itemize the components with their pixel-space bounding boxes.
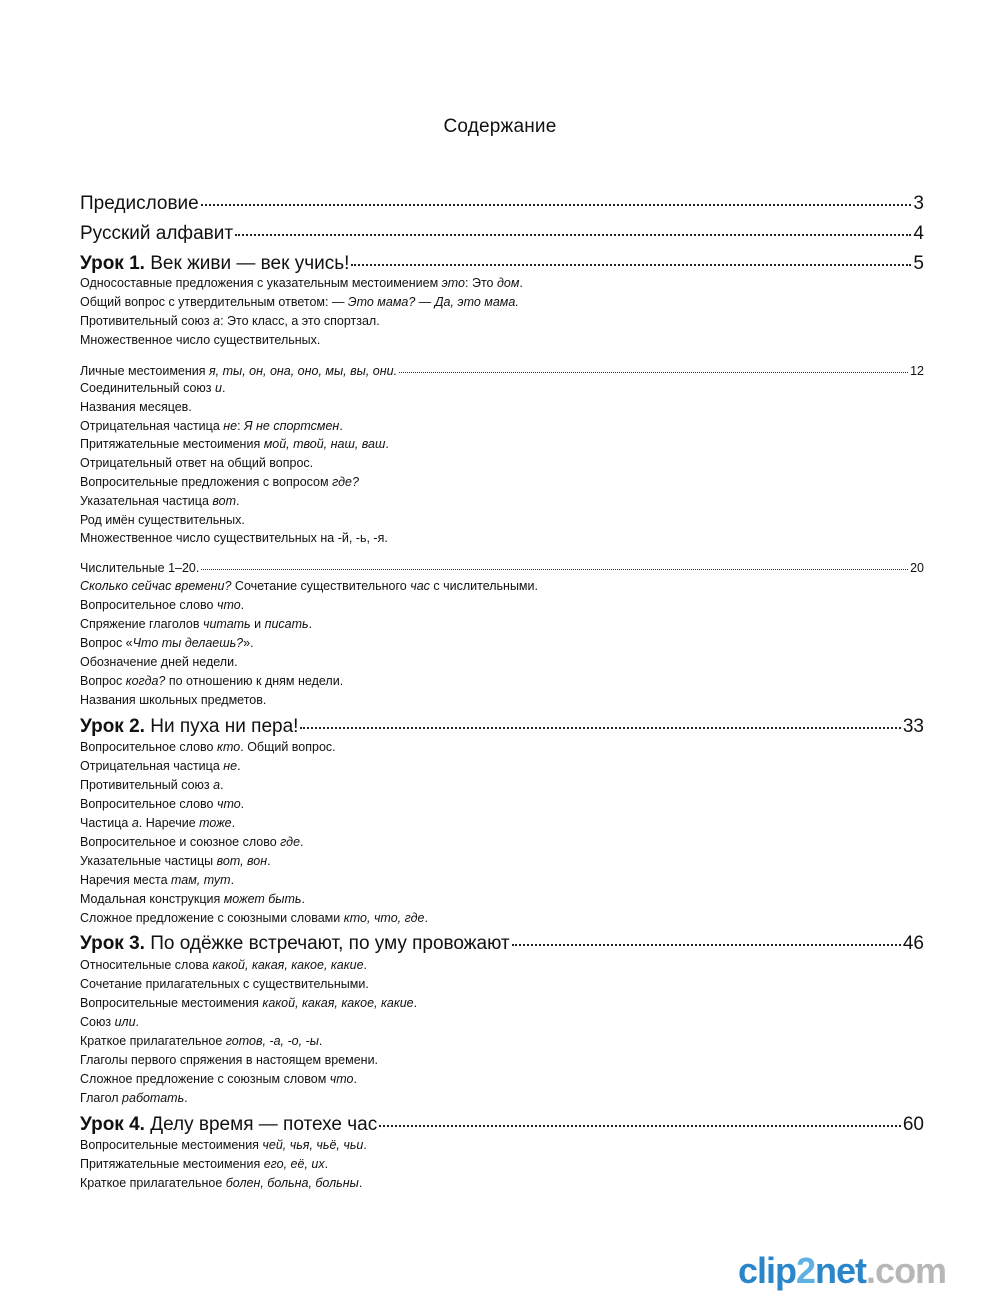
topic-text: . [236,493,240,508]
lesson-title: По одёжке встречают, по уму провожают [144,933,510,954]
lesson-number: Урок 3. [80,933,145,954]
topic-text: . [318,1034,323,1048]
page-title: Содержание [443,116,557,137]
topic-text: Множественное число существительных на -й, -ь, -я. [80,531,388,546]
dot-leader [235,234,911,236]
topic-italic: что [216,797,241,811]
topic-italic: кто, что, где [343,911,425,925]
topic-text: Отрицательная частица [80,759,224,773]
topic-text: Противительный союз [80,314,214,328]
dot-leader [201,569,908,570]
topic-italic: это [441,276,466,290]
topic-text: . [519,276,523,290]
topic-line [80,854,271,868]
topic-text: Указательная частица [80,493,213,508]
topic-text: . [221,381,226,395]
topic-italic: не [223,418,238,433]
toc-page-number: 3 [913,193,924,214]
topic-italic: вот, вон [216,854,268,868]
toc-entry-label-italic: я, ты, он, она, оно, мы, вы, они. [209,364,398,378]
toc-entry-label: Русский алфавит [80,223,234,244]
topic-italic: писать [264,617,309,631]
toc-entry-lesson-1-part-3 [80,561,924,575]
topic-text: . [300,835,304,849]
topic-line [80,1176,362,1190]
topic-line [80,835,304,849]
topic-line [80,598,244,612]
topic-text: Наречия места [80,873,172,887]
topic-text: Вопросительное слово [80,740,217,754]
topic-line [80,314,380,328]
topic-line [80,674,343,688]
topic-line [80,456,313,470]
topic-italic: а [131,816,139,830]
toc-entry-lesson-1-part-2 [80,364,924,378]
toc-entry-lesson-1 [80,253,924,275]
topic-text: ». [243,636,254,650]
lesson-title: Ни пуха ни пера! [144,716,299,737]
topic-text: Род имён существительных. [80,512,245,527]
topic-line [80,759,241,773]
topic-text: Односоставные предложения с указательным местоимением [80,276,442,290]
topic-line [80,892,305,906]
topic-text: . [230,873,235,887]
topic-line [80,636,254,650]
toc-page-number: 4 [913,223,924,244]
topic-text: . [237,759,241,773]
topic-line [80,977,369,991]
topic-text: . [308,617,313,631]
toc-entry-lesson-2 [80,716,924,738]
topic-text: . [413,996,418,1010]
topic-italic: или [114,1015,136,1029]
toc-page-number: 46 [902,933,924,954]
toc-entry-lesson-3 [80,933,924,955]
topic-text: Сложное предложение с союзными словами [80,911,344,925]
topic-text: Соединительный союз [80,381,216,395]
topic-line [80,797,244,811]
topic-text: Притяжательные местоимения [80,437,264,452]
topic-line [80,1157,328,1171]
topic-text: Вопросительные местоимения [80,1138,263,1152]
topic-line [80,1015,139,1029]
topic-italic: не [223,759,238,773]
topic-text: . [363,958,368,972]
topic-text: . [135,1015,140,1029]
topic-text: Относительные слова [80,958,213,972]
topic-text: Вопросительные местоимения [80,996,263,1010]
topic-italic: какой, какая, какое, какие [262,996,414,1010]
topic-italic: и [215,381,222,395]
topic-text: . [240,598,245,612]
toc-page-number: 33 [902,716,924,737]
topic-italic: где? [332,475,359,489]
lesson-title: Делу время — потехе час [144,1114,378,1135]
topic-text: Вопросительные предложения с вопросом [80,475,333,489]
topic-italic: а [213,778,221,792]
topic-line [80,381,225,395]
topic-italic: где [280,835,301,849]
topic-line [80,816,235,830]
topic-line [80,531,388,545]
topic-text: Модальная конструкция [80,892,224,906]
topic-text: Вопросительное и союзное слово [80,835,281,849]
topic-italic: кто [216,740,241,754]
topic-line [80,911,428,925]
topic-line [80,1053,378,1067]
topic-line [80,996,417,1010]
topic-text: и [250,617,265,631]
topic-line [80,740,336,754]
topic-italic: когда? [125,674,166,688]
topic-text: Названия школьных предметов. [80,693,267,707]
dot-leader [379,1125,901,1127]
toc-page-number: 60 [902,1114,924,1135]
topic-text: Указательные частицы [80,854,217,868]
topic-text: : [237,418,245,433]
topic-italic: что [216,598,241,612]
topic-line [80,437,389,451]
topic-text: Сочетание прилагательных с существительными. [80,977,369,991]
topic-text: Названия месяцев. [80,399,192,414]
topic-text: Союз [80,1015,115,1029]
topic-text: Частица [80,816,132,830]
topic-text: . [363,1138,367,1152]
topic-text: . [358,1176,363,1190]
topic-italic: чей, чья, чьё, чьи [262,1138,364,1152]
topic-text: Вопрос [80,674,126,688]
topic-italic: там, тут [171,873,231,887]
topic-line [80,295,519,309]
topic-line [80,655,238,669]
topic-line [80,617,312,631]
topic-text: Притяжательные местоимения [80,1157,264,1171]
topic-italic: мой, твой, наш, ваш [263,437,386,452]
topic-line [80,1034,322,1048]
topic-text: . [353,1072,357,1086]
lesson-number: Урок 4. [80,1114,145,1135]
topic-italic: готов, -а, -о, -ы [225,1034,319,1048]
toc-entry-alphabet [80,223,924,245]
toc-page-number: 20 [910,561,924,575]
topic-italic: работать [122,1091,185,1105]
toc-page-number: 5 [913,253,924,274]
topic-text: . [301,892,305,906]
topic-text: Общий вопрос с утвердительным ответом: [80,295,332,309]
topic-text: . [339,418,343,433]
dot-leader [399,372,908,373]
toc-entry-preface [80,193,924,215]
topic-text: Противительный союз [80,778,214,792]
topic-italic: читать [203,617,251,631]
topic-italic: что [329,1072,354,1086]
topic-text: Множественное число существительных. [80,333,321,347]
topic-text: Отрицательный ответ на общий вопрос. [80,456,314,471]
topic-line [80,419,343,433]
topic-italic: тоже [199,816,232,830]
topic-text: Вопросительное слово [80,797,217,811]
toc-entry-label: Предисловие [80,193,199,214]
topic-text: . [385,437,389,452]
lesson-number: Урок 2. [80,716,145,737]
topic-italic: дом [496,276,520,290]
topic-text: Сложное предложение с союзным словом [80,1072,330,1086]
topic-text: Спряжение глаголов [80,617,203,631]
topic-italic: Я не спортсмен [244,418,340,433]
dot-leader [300,727,900,729]
topic-text: . [424,911,428,925]
toc-page-number: 12 [910,364,924,378]
topic-line [80,873,234,887]
topic-line [80,1138,367,1152]
topic-italic: — Это мама? — Да, это мама. [331,295,519,309]
topic-text: : Это [465,276,497,290]
topic-italic: Сколько сейчас времени? [80,579,232,593]
topic-text: Краткое прилагательное [80,1034,226,1048]
topic-text: . [267,854,271,868]
lesson-number: Урок 1. [80,253,145,274]
topic-line [80,579,538,593]
topic-text: Вопросительное слово [80,598,217,612]
topic-italic: болен, больна, больны [225,1176,359,1190]
topic-text: Глагол [80,1091,123,1105]
lesson-title: Век живи — век учись! [144,253,350,274]
topic-line [80,475,359,489]
dot-leader [351,264,911,266]
topic-text: . [231,816,236,830]
topic-text: . [240,797,245,811]
topic-line [80,1072,357,1086]
topic-text: . Общий вопрос. [240,740,336,754]
topic-text: Краткое прилагательное [80,1176,226,1190]
topic-text: . [324,1157,329,1171]
dot-leader [201,204,912,206]
topic-line [80,494,239,508]
toc-entry-label: Личные местоимения [80,364,209,378]
dot-leader [512,944,901,946]
topic-text: : Это класс, а это спортзал. [220,314,380,328]
topic-italic: вот [212,493,236,508]
topic-italic: час [410,579,430,593]
topic-line [80,693,266,707]
toc-entry-label: Числительные 1–20. [80,561,200,575]
topic-line [80,333,320,347]
topic-text: Вопрос « [80,636,133,650]
topic-text: Сочетание существительного [231,579,411,593]
topic-text: Отрицательная частица [80,418,224,433]
topic-italic: может быть [223,892,302,906]
topic-text: . Наречие [138,816,200,830]
topic-line [80,400,192,414]
topic-line [80,1091,188,1105]
topic-line [80,513,245,527]
topic-italic: а [213,314,221,328]
topic-text: . [184,1091,188,1105]
topic-text: с числительными. [429,579,538,593]
topic-italic: его, её, их [263,1157,325,1171]
toc-entry-lesson-4 [80,1114,924,1136]
topic-line [80,958,367,972]
topic-text: Обозначение дней недели. [80,655,238,669]
topic-line [80,276,523,290]
watermark-logo: clip2net.com [738,1250,947,1291]
topic-line [80,778,224,792]
topic-text: . [220,778,224,792]
topic-text: Глаголы первого спряжения в настоящем времени. [80,1053,379,1067]
topic-italic: какой, какая, какое, какие [212,958,364,972]
topic-italic: Что ты делаешь? [132,636,244,650]
topic-text: по отношению к дням недели. [165,674,344,688]
